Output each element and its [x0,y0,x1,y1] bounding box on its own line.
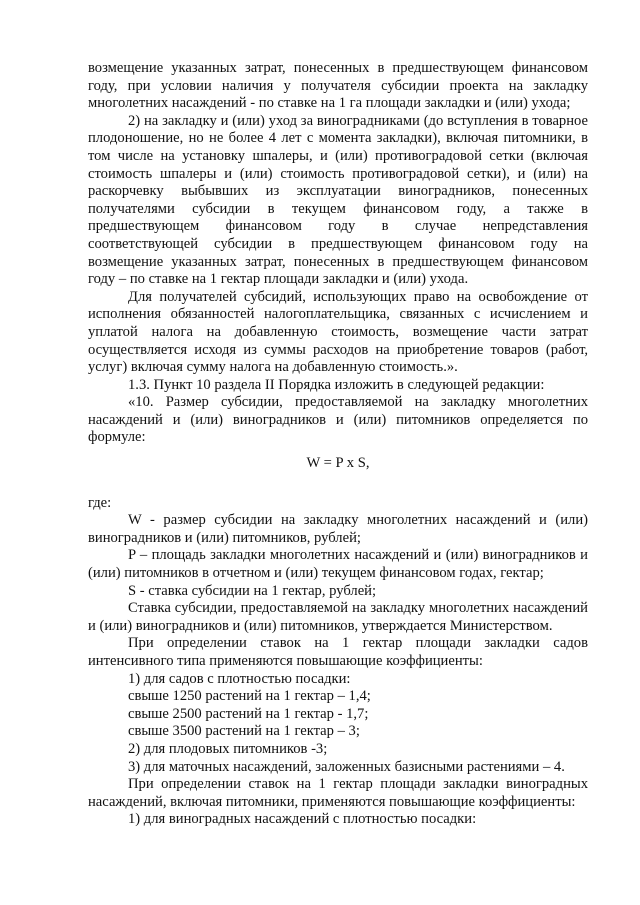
paragraph: S - ставка субсидии на 1 гектар, рублей; [128,582,377,599]
paragraph: 1.3. Пункт 10 раздела II Порядка изложить в следующей редакции: [128,376,545,393]
document-page [88,60,588,829]
formula: W = P x S, [306,455,370,472]
paragraph: Для получателей субсидий, использующих право на освобождение от исполнения обязанностей налогоплательщика, связанных с исчислением и уплатой налога на добавленную стоимость, возмещение части затрат осуществляется исходя из суммы расходов на приобретение товаров (работ, услуг) включая сумму налога на добавленную стоимость.». [88,288,588,376]
list-item: 3) для маточных насаждений, заложенных базисными растениями – 4. [128,758,565,775]
list-item: свыше 3500 растений на 1 гектар – 3; [128,723,360,740]
paragraph: При определении ставок на 1 гектар площади закладки виноградных насаждений, включая питомники, применяются повышающие коэффициенты: [88,776,588,810]
paragraph: возмещение указанных затрат, понесенных в предшествующем финансовом году, при условии наличия у получателя субсидии проекта на закладку многолетних насаждений - по ставке на 1 га площади закладки и (или) ухода; [88,60,588,112]
list-item: свыше 1250 растений на 1 гектар – 1,4; [128,688,371,705]
paragraph: Ставка субсидии, предоставляемой на закладку многолетних насаждений и (или) виноградников и (или) питомников, утверждается Министерством. [88,600,588,634]
list-item: свыше 2500 растений на 1 гектар - 1,7; [128,705,369,722]
paragraph: где: [88,494,112,511]
list-item: 1) для садов с плотностью посадки: [128,670,351,687]
list-item: 1) для виноградных насаждений с плотностью посадки: [128,811,477,828]
paragraph: «10. Размер субсидии, предоставляемой на закладку многолетних насаждений и (или) виноградников и (или) питомников определяется по формуле: [88,394,588,446]
paragraph: 2) на закладку и (или) уход за виноградниками (до вступления в товарное плодоношение, но не более 4 лет с момента закладки), включая питомники, в том числе на установку шпалеры, и (или) противоградовой сетки (включая стоимость шпалеры и (или) стоимость противоградовой сетки), и (или) на раскорчевку выбывших из эксплуатации виноградников, понесенных получателями субсидии в текущем финансовом году, а также в предшествующем финансовом году в случае непредставления соответствующей субсидии в предшествующем финансовом году на возмещение указанных затрат, понесенных в предшествующем финансовом году – по ставке на 1 гектар площади закладки и (или) ухода. [88,112,588,288]
paragraph: W - размер субсидии на закладку многолетних насаждений и (или) виноградников и (или) питомников, рублей; [88,512,588,546]
paragraph: При определении ставок на 1 гектар площади закладки садов интенсивного типа применяются повышающие коэффициенты: [88,635,588,669]
list-item: 2) для плодовых питомников -3; [128,740,328,757]
paragraph: P – площадь закладки многолетних насаждений и (или) виноградников и (или) питомников в отчетном и (или) текущем финансовом годах, гектар; [88,547,588,582]
